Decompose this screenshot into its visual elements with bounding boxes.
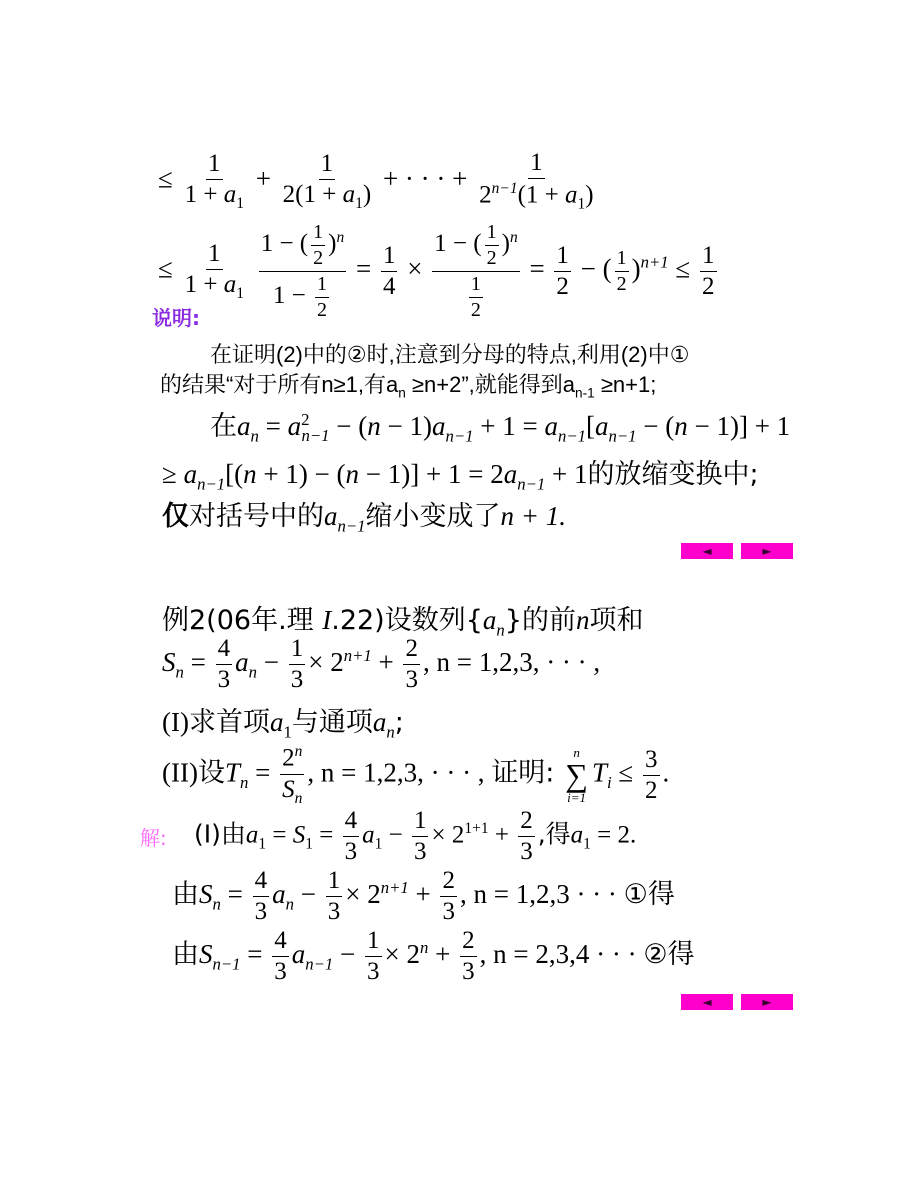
fraction-first: $\frac{1}{1 + a_1}$ (184, 239, 244, 302)
prev-button[interactable] (681, 543, 733, 559)
example-part-2: (II)设$T_n$ = $\frac{2^n}{S_n}$ , n = 1,2,3, · · · , 证明: n ∑ i=1 $T_i$ ≤ $\frac{3}{2}$ . (162, 743, 670, 807)
note-line-3: 在$a_n = a^2_{n-1} - (n - 1)a_{n-1} + 1 = a_{n-1}[a_{n-1} - (n - 1)] + 1$ (210, 410, 791, 446)
right-arrow-icon: ► (762, 995, 772, 1009)
solution-line-2: 由$S_n$ = $\frac{4}{3}$ $a_n$ − $\frac{1}{3}$ × $2^{n+1}$ + $\frac{2}{3}$ , n = 1,2,3 · · · ①得 (172, 867, 675, 926)
next-button[interactable] (741, 543, 793, 559)
fraction-term-n: $\frac{1}{2^{n-1}(1 + a_1)}$ (479, 149, 594, 213)
solution-line-3: 由$S_{n-1}$ = $\frac{4}{3}$ $a_{n-1}$ − $\frac{1}{3}$ × $2^n$ + $\frac{2}{3}$ , n = 2,3,4 · · · ②得 (172, 927, 695, 986)
note-label: 说明: (152, 306, 200, 330)
nav-buttons-top (681, 543, 793, 559)
fraction-quarter: $\frac{1}{4}$ (382, 241, 396, 300)
fraction-geometric-1: 1 − ( $\frac{1}{2}$ )$^n$ 1 − $\frac{1}{2}$ (260, 221, 345, 321)
note-line-2: 的结果“对于所有n≥1,有$a_n \ge n+2$”,就能得到$a_{n-1} \ge n+1$; (160, 372, 657, 401)
solution-line-1: (I)由$a_1 = S_1$ = $\frac{4}{3}$ $a_1$ − $\frac{1}{3}$ × $2^{1+1}$ + $\frac{2}{3}$ ,得$a_1 = 2$. (194, 807, 637, 866)
example-part-1: (I)求首项$a_1$与通项$a_n$; (162, 707, 404, 742)
prev-button[interactable] (681, 994, 733, 1010)
right-arrow-icon: ► (762, 544, 772, 558)
fraction-term-1: $\frac{1}{1 + a_1}$ (184, 149, 244, 212)
fraction-term-2: $\frac{1}{2(1 + a_1)}$ (282, 149, 372, 212)
note-line-4: ≥ $a_{n-1}[(n + 1) - (n - 1)] + 1 = 2a_{n-1} + 1$的放缩变换中; (162, 459, 759, 494)
solution-label: 解: (140, 826, 167, 850)
inequality-line-1: ≤ $\frac{1}{1 + a_1}$ + $\frac{1}{2(1 + a_1)}$ + · · · + $\frac{1}{2^{n-1}(1 + a_1)}$ (158, 149, 594, 213)
fraction-geometric-2: 1 − ( $\frac{1}{2}$ )$^n$ $\frac{1}{2}$ (434, 221, 518, 321)
example-line-1: 例2(06年.理 I.22)设数列$\{a_n\}$的前n项和 (162, 605, 644, 640)
note-line-5: 仅对括号中的$a_{n-1}$缩小变成了n + 1. (162, 501, 567, 536)
example-sum-formula: $S_n$ = $\frac{4}{3}$ $a_n$ − $\frac{1}{3}$ × $2^{n+1}$ + $\frac{2}{3}$ , n = 1,2,3, · · · , (162, 635, 601, 694)
left-arrow-icon: ◄ (702, 544, 712, 558)
note-line-1: 在证明(2)中的②时,注意到分母的特点,利用(2)中① (210, 342, 690, 367)
inequality-line-2: ≤ $\frac{1}{1 + a_1}$ 1 − ( $\frac{1}{2}$ )$^n$ 1 − $\frac{1}{2}$ = $\frac{1}{4}$ × 1 − ( $\frac{1}{2}$ )$^n$ $\frac{1}{2}$ = $\frac{1}{2}$ − ( $\frac{1}{2}$ )$^{n+1}$ ≤ $\frac{1}{2}$ (158, 221, 715, 321)
left-arrow-icon: ◄ (702, 995, 712, 1009)
next-button[interactable] (741, 994, 793, 1010)
nav-buttons-bottom (681, 994, 793, 1010)
